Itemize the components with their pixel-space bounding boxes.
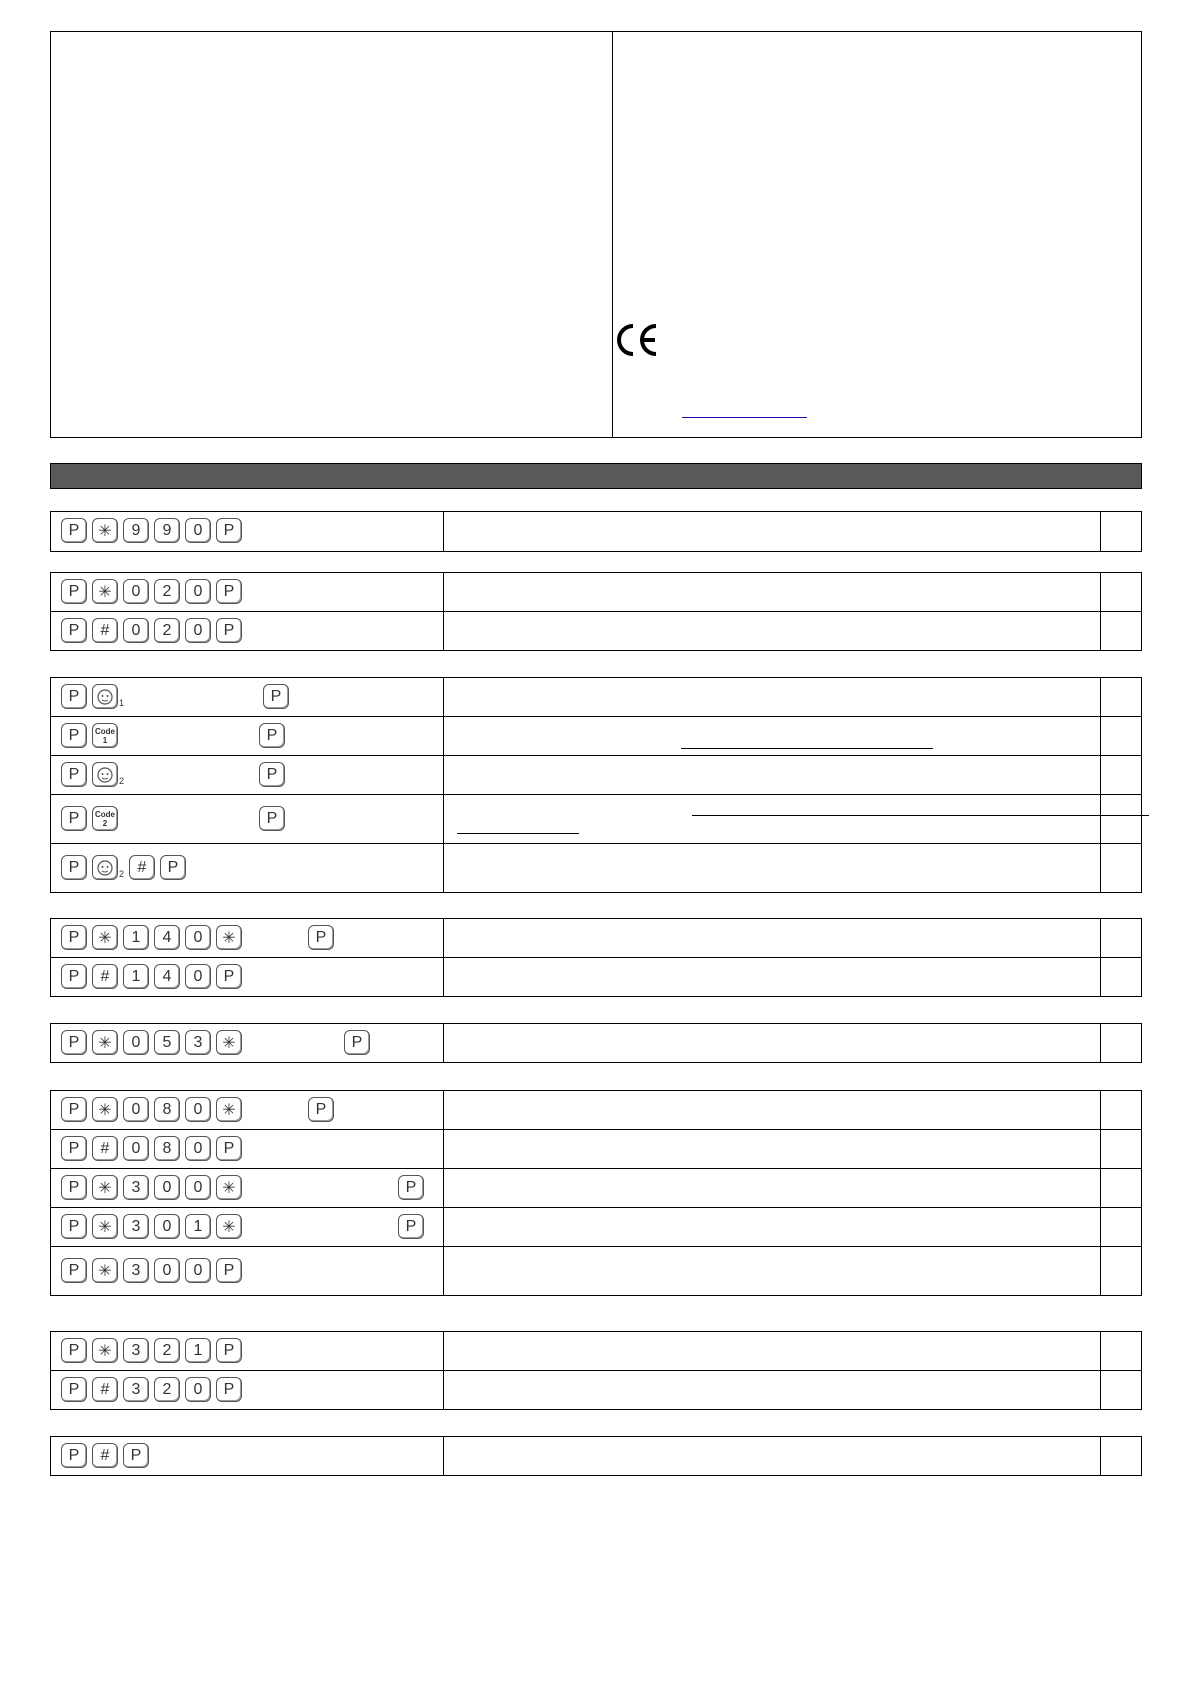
key-4: 4 (154, 925, 180, 950)
key-p: P (61, 762, 87, 787)
key-hash: # (92, 618, 118, 643)
face-icon (96, 859, 114, 877)
key-star: ✳ (92, 925, 118, 950)
key-3: 3 (185, 1030, 211, 1055)
key-code-label: Code (95, 809, 115, 819)
code-table-row (51, 1332, 1141, 1371)
column-divider (1100, 756, 1101, 794)
column-divider (1100, 1024, 1101, 1062)
key-star: ✳ (92, 579, 118, 604)
code-table-row (51, 1371, 1141, 1410)
key-p: P (61, 1443, 87, 1468)
code-table-group (50, 677, 1142, 893)
column-divider (1100, 958, 1101, 996)
key-p: P (216, 579, 242, 604)
column-divider (1100, 612, 1101, 650)
code-table-group (50, 1023, 1142, 1063)
key-p: P (123, 1443, 149, 1468)
web-link[interactable] (682, 404, 807, 418)
key-2: 2 (154, 579, 180, 604)
key-p: P (259, 806, 285, 831)
column-divider (1100, 1208, 1101, 1246)
key-0: 0 (185, 1175, 211, 1200)
key-sequence-cell (51, 1208, 444, 1246)
code-table-row (51, 919, 1141, 958)
key-4: 4 (154, 964, 180, 989)
section-header-bar (50, 463, 1142, 489)
key-p: P (216, 1338, 242, 1363)
key-code-2: Code 2 (92, 806, 118, 831)
code-table-row (51, 795, 1141, 844)
code-table-row (51, 1247, 1141, 1296)
key-p: P (61, 1214, 87, 1239)
code-table-row (51, 756, 1141, 795)
key-0: 0 (185, 925, 211, 950)
code-table-row (51, 717, 1141, 756)
key-sequence-cell (51, 1332, 444, 1370)
ce-mark-logo (616, 322, 660, 358)
key-p: P (398, 1214, 424, 1239)
key-code-label: Code (95, 726, 115, 736)
key-face-1 (92, 684, 124, 709)
key-0: 0 (123, 1030, 149, 1055)
code-table-row (51, 612, 1141, 651)
info-box-divider (612, 31, 613, 438)
key-star: ✳ (216, 1097, 242, 1122)
key-sequence-cell (51, 1091, 444, 1129)
key-star: ✳ (92, 1097, 118, 1122)
key-1: 1 (185, 1338, 211, 1363)
key-sequence-cell (51, 1169, 444, 1207)
key-2: 2 (154, 1377, 180, 1402)
key-sequence-cell (51, 1024, 444, 1062)
description-underline (681, 748, 933, 749)
key-hash: # (92, 1443, 118, 1468)
code-table-group (50, 1436, 1142, 1476)
key-p: P (216, 1258, 242, 1283)
column-divider (1100, 1371, 1101, 1409)
key-8: 8 (154, 1136, 180, 1161)
key-3: 3 (123, 1214, 149, 1239)
key-p: P (61, 855, 87, 880)
key-1: 1 (123, 964, 149, 989)
key-p: P (344, 1030, 370, 1055)
key-9: 9 (123, 518, 149, 543)
key-p: P (308, 1097, 334, 1122)
key-p: P (216, 964, 242, 989)
key-p: P (61, 579, 87, 604)
key-0: 0 (185, 618, 211, 643)
info-box (50, 31, 1142, 438)
web-link-underline (682, 417, 807, 418)
code-table-row (51, 573, 1141, 612)
key-0: 0 (123, 618, 149, 643)
key-0: 0 (185, 964, 211, 989)
key-3: 3 (123, 1175, 149, 1200)
column-divider (1100, 717, 1101, 755)
key-0: 0 (123, 1136, 149, 1161)
key-sequence-cell (51, 756, 444, 794)
key-sequence-cell (51, 919, 444, 957)
key-hash: # (92, 1377, 118, 1402)
key-9: 9 (154, 518, 180, 543)
column-divider (1100, 678, 1101, 716)
key-3: 3 (123, 1377, 149, 1402)
code-table-row (51, 1024, 1141, 1063)
code-table-group (50, 918, 1142, 997)
code-table-row (51, 1130, 1141, 1169)
key-p: P (61, 1258, 87, 1283)
key-0: 0 (154, 1258, 180, 1283)
key-p: P (61, 925, 87, 950)
code-table-group (50, 1331, 1142, 1410)
key-p: P (61, 723, 87, 748)
code-table-row (51, 844, 1141, 893)
face-icon (96, 766, 114, 784)
column-divider (1100, 1130, 1101, 1168)
description-underline (457, 833, 579, 834)
key-8: 8 (154, 1097, 180, 1122)
key-star: ✳ (216, 1175, 242, 1200)
face-icon (96, 688, 114, 706)
key-0: 0 (154, 1214, 180, 1239)
key-5: 5 (154, 1030, 180, 1055)
code-table-group (50, 1090, 1142, 1296)
column-divider (1100, 512, 1101, 551)
key-sequence-cell (51, 1130, 444, 1168)
key-star: ✳ (92, 1258, 118, 1283)
key-hash: # (92, 1136, 118, 1161)
key-star: ✳ (92, 1338, 118, 1363)
key-3: 3 (123, 1338, 149, 1363)
key-sequence-cell (51, 1247, 444, 1295)
key-p: P (263, 684, 289, 709)
key-star: ✳ (216, 1214, 242, 1239)
code-table-row (51, 512, 1141, 552)
key-face-2 (92, 762, 124, 787)
key-p: P (61, 1136, 87, 1161)
column-divider (1100, 1091, 1101, 1129)
key-p: P (308, 925, 334, 950)
code-table-group (50, 511, 1142, 552)
key-sequence-cell (51, 678, 444, 716)
key-p: P (216, 1377, 242, 1402)
key-0: 0 (123, 1097, 149, 1122)
key-p: P (61, 1338, 87, 1363)
key-star: ✳ (216, 1030, 242, 1055)
key-sequence-cell (51, 844, 444, 892)
code-table-row (51, 678, 1141, 717)
key-1: 1 (123, 925, 149, 950)
key-sequence-cell (51, 612, 444, 650)
key-0: 0 (154, 1175, 180, 1200)
key-p: P (259, 762, 285, 787)
key-sequence-cell (51, 573, 444, 611)
key-star: ✳ (92, 518, 118, 543)
code-table-row (51, 958, 1141, 997)
key-p: P (61, 618, 87, 643)
key-sequence-cell (51, 1371, 444, 1409)
key-p: P (160, 855, 186, 880)
key-sequence-cell (51, 512, 444, 551)
code-table-group (50, 572, 1142, 651)
key-0: 0 (185, 1377, 211, 1402)
key-p: P (61, 518, 87, 543)
key-sequence-cell (51, 958, 444, 996)
key-p: P (216, 518, 242, 543)
key-subscript: 1 (118, 698, 124, 708)
key-hash: # (129, 855, 155, 880)
column-divider (1100, 573, 1101, 611)
column-divider (1100, 919, 1101, 957)
key-star: ✳ (92, 1030, 118, 1055)
key-p: P (61, 1377, 87, 1402)
key-3: 3 (123, 1258, 149, 1283)
column-divider (1100, 795, 1101, 843)
key-p: P (61, 1175, 87, 1200)
key-sequence-cell (51, 795, 444, 843)
key-0: 0 (185, 579, 211, 604)
key-code-1: Code 1 (92, 723, 118, 748)
key-0: 0 (123, 579, 149, 604)
key-subscript: 2 (118, 869, 124, 879)
key-star: ✳ (216, 925, 242, 950)
key-p: P (61, 806, 87, 831)
column-divider (1100, 844, 1101, 892)
column-divider (1100, 1332, 1101, 1370)
code-table-row (51, 1169, 1141, 1208)
key-p: P (61, 1030, 87, 1055)
key-p: P (61, 684, 87, 709)
key-face-2 (92, 855, 124, 880)
column-divider (1100, 1247, 1101, 1295)
key-0: 0 (185, 1097, 211, 1122)
column-divider (1100, 1437, 1101, 1475)
key-p: P (61, 1097, 87, 1122)
code-table-row (51, 1208, 1141, 1247)
code-table-row (51, 1437, 1141, 1476)
column-divider (1100, 1169, 1101, 1207)
key-0: 0 (185, 518, 211, 543)
key-p: P (259, 723, 285, 748)
description-underline (692, 815, 1149, 816)
key-2: 2 (154, 1338, 180, 1363)
key-0: 0 (185, 1258, 211, 1283)
key-star: ✳ (92, 1175, 118, 1200)
key-hash: # (92, 964, 118, 989)
key-sequence-cell (51, 1437, 444, 1475)
key-2: 2 (154, 618, 180, 643)
key-p: P (216, 618, 242, 643)
key-star: ✳ (92, 1214, 118, 1239)
key-p: P (398, 1175, 424, 1200)
key-sequence-cell (51, 717, 444, 755)
key-0: 0 (185, 1136, 211, 1161)
key-1: 1 (185, 1214, 211, 1239)
key-subscript: 2 (118, 776, 124, 786)
code-table-row (51, 1091, 1141, 1130)
key-p: P (216, 1136, 242, 1161)
key-p: P (61, 964, 87, 989)
